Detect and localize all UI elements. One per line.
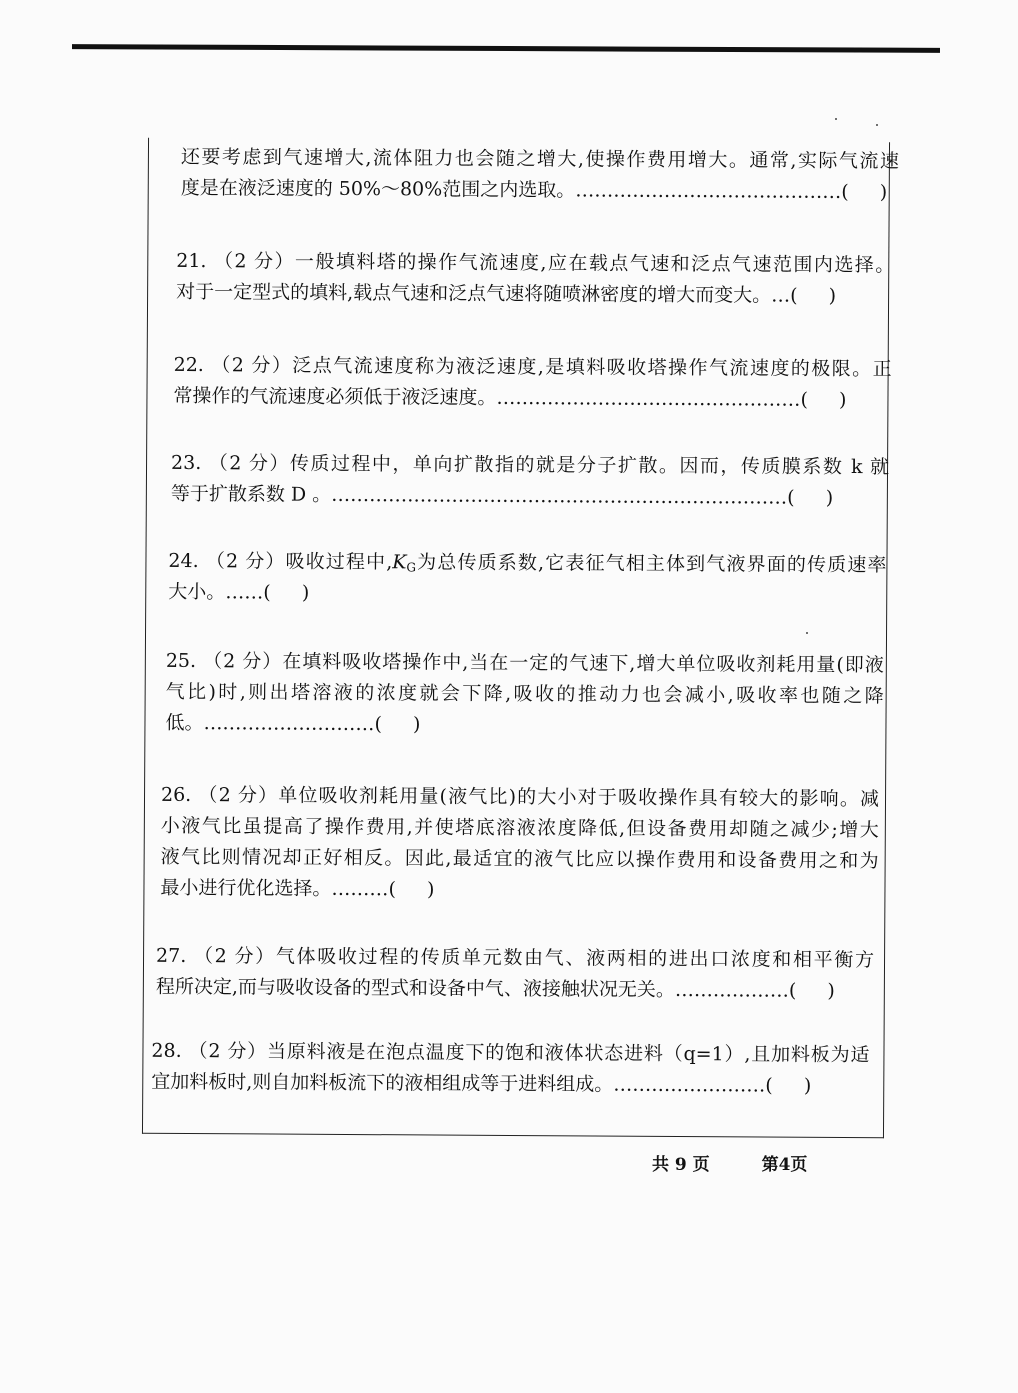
question-23 <box>171 448 889 514</box>
question-line: 常操作的气流速度必须低于液泛速度。…………………………………………( ) <box>173 381 891 416</box>
question-line: 还要考虑到气速增大,流体阻力也会随之增大,使操作费用增大。通常,实际气流速 <box>180 145 899 173</box>
question-22 <box>173 350 891 416</box>
question-line: 21. （2 分）一般填料塔的操作气流速度,应在载点气速和泛点气速范围内选择。 <box>176 249 895 277</box>
answer-blank[interactable]: ( ) <box>765 1074 812 1097</box>
question-line: 大小。……( ) <box>168 577 886 612</box>
answer-blank[interactable]: ( ) <box>788 979 835 1002</box>
answer-blank[interactable]: ( ) <box>263 581 310 604</box>
question-line: 低。………………………( ) <box>165 708 883 743</box>
question-line: 气比)时,则出塔溶液的浓度就会下降,吸收的推动力也会减小,吸收率也随之降 <box>165 680 884 708</box>
current-page: 第4页 <box>761 1155 808 1175</box>
question-box <box>142 138 899 1139</box>
answer-blank[interactable]: ( ) <box>800 388 847 412</box>
answer-blank[interactable]: ( ) <box>388 878 435 901</box>
question-line: 27. （2 分）气体吸收过程的传质单元数由气、液两相的进出口浓度和相平衡方 <box>155 944 875 972</box>
answer-blank[interactable]: ( ) <box>841 180 888 204</box>
question-line: 最小进行优化选择。………( ) <box>160 873 878 908</box>
answer-blank[interactable]: ( ) <box>374 713 421 736</box>
question-27 <box>156 941 874 1007</box>
scan-speck <box>876 124 878 126</box>
question-line: 25. （2 分）在填料吸收塔操作中,当在一定的气速下,增大单位吸收剂耗用量(即液 <box>165 649 884 677</box>
question-line: 22. （2 分）泛点气流速度称为液泛速度,是填料吸收塔操作气流速度的极限。正 <box>173 353 892 381</box>
question-line: 26. （2 分）单位吸收剂耗用量(液气比)的大小对于吸收操作具有较大的影响。减 <box>160 783 880 811</box>
question-line: 度是在液泛速度的 50%～80%范围之内选取。……………………………………( ) <box>181 173 899 208</box>
question-25 <box>165 646 884 743</box>
question-line: 对于一定型式的填料,载点气速和泛点气速将随喷淋密度的增大而变大。…( ) <box>176 277 894 312</box>
question-26 <box>160 780 879 908</box>
question-line: 23. （2 分）传质过程中，单向扩散指的就是分子扩散。因而，传质膜系数 k 就 <box>170 451 890 479</box>
question-line: 程所决定,而与吸收设备的型式和设备中气、液接触状况无关。………………( ) <box>156 972 874 1007</box>
question-20-continued <box>181 142 899 208</box>
question-line: 液气比则情况却正好相反。因此,最适宜的液气比应以操作费用和设备费用之和为 <box>160 845 879 873</box>
scan-speck <box>835 118 837 120</box>
total-pages: 共 9 页 <box>652 1155 710 1175</box>
page-footer <box>652 1150 853 1175</box>
question-21 <box>176 246 894 312</box>
header-rule <box>72 44 940 53</box>
question-line: 28. （2 分）当原料液是在泡点温度下的饱和液体状态进料（q=1）,且加料板为适 <box>151 1039 870 1067</box>
answer-blank[interactable]: ( ) <box>790 284 837 307</box>
question-28 <box>151 1036 869 1102</box>
question-line: 24. （2 分）吸收过程中$,K_G$为总传质系数,它表征气相主体到气液界面的传质速率 <box>168 549 887 577</box>
question-24 <box>168 546 886 612</box>
answer-blank[interactable]: ( ) <box>787 486 834 509</box>
question-line: 小液气比虽提高了操作费用,并使塔底溶液浓度降低,但设备费用却随之减少;增大 <box>160 814 879 842</box>
question-line: 等于扩散系数 D 。………………………………………………………………( ) <box>171 479 889 514</box>
question-line: 宜加料板时,则自加料板流下的液相组成等于进料组成。……………………( ) <box>151 1067 869 1102</box>
